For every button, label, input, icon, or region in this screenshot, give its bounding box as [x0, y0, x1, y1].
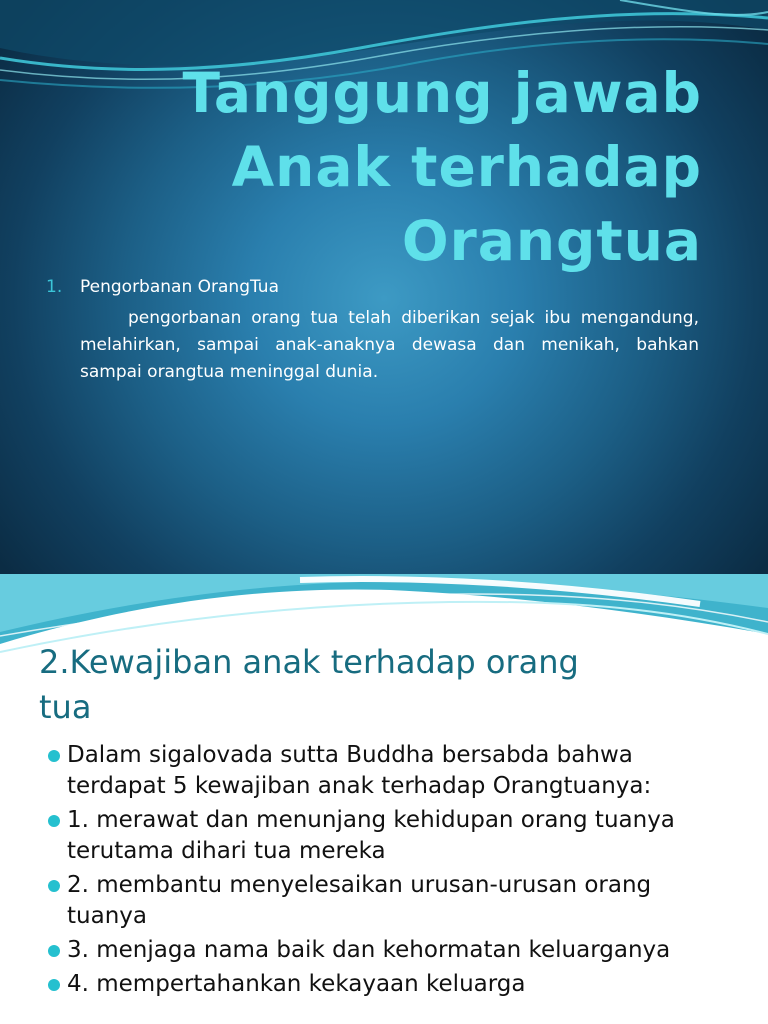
numbered-list [46, 277, 699, 386]
bullet-dot-icon [48, 750, 60, 762]
bullet-dot-icon [48, 979, 60, 991]
slide-2-title [39, 640, 729, 730]
bullet-item [48, 805, 728, 867]
title-line: tua [39, 688, 92, 726]
bullet-item [48, 935, 728, 966]
bullet-text: 1. merawat dan menunjang kehidupan orang tuanya terutama dihari tua mereka [67, 807, 675, 864]
title-line: Orangtua [401, 209, 702, 273]
bullet-text: 2. membantu menyelesaikan urusan-urusan orang tuanya [67, 872, 652, 929]
bullet-dot-icon [48, 945, 60, 957]
title-line: Anak terhadap [231, 135, 702, 199]
bullet-list [48, 740, 728, 1003]
list-paragraph: pengorbanan orang tua telah diberikan sejak ibu mengandung, melahirkan, sampai anak-anaknya dewasa dan menikah, bahkan sampai orangtua meninggal dunia. [80, 308, 699, 382]
title-line: Tanggung jawab [182, 61, 702, 125]
slide-1-title [182, 56, 702, 278]
bullet-text: 3. menjaga nama baik dan kehormatan keluarganya [67, 937, 671, 963]
title-line: 2.Kewajiban anak terhadap orang [39, 643, 579, 681]
list-number: 1. [46, 277, 63, 297]
bullet-text: Dalam sigalovada sutta Buddha bersabda bahwa terdapat 5 kewajiban anak terhadap Orangtuanya: [67, 742, 652, 799]
bullet-item [48, 740, 728, 802]
list-heading: Pengorbanan OrangTua [80, 277, 279, 297]
bullet-item [48, 870, 728, 932]
bullet-dot-icon [48, 815, 60, 827]
bullet-text: 4. mempertahankan kekayaan keluarga [67, 971, 526, 997]
list-item [46, 277, 699, 297]
bullet-item [48, 969, 728, 1000]
bullet-dot-icon [48, 880, 60, 892]
slide-2 [0, 574, 768, 1024]
